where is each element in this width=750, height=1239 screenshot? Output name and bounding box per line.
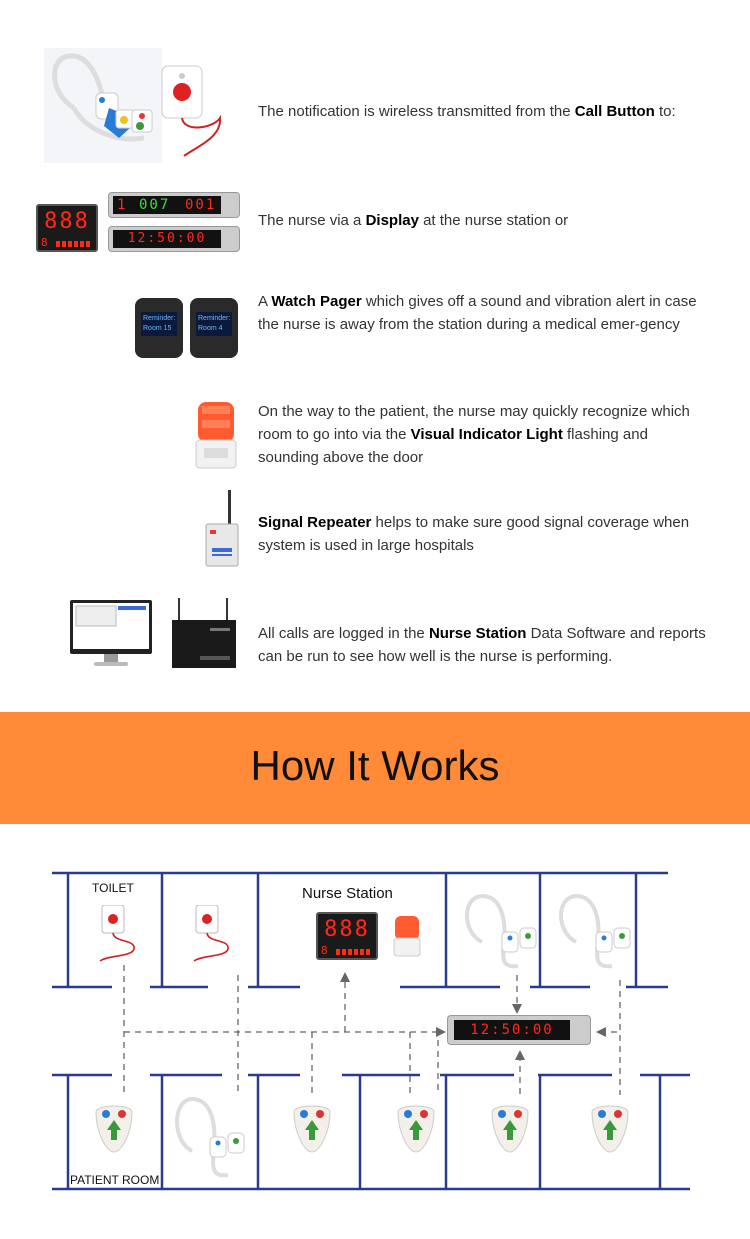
pendant-call-cord-icon-2 <box>556 892 636 972</box>
toilet-call-button-icon <box>96 905 140 963</box>
room-call-button-icon <box>190 905 234 963</box>
corridor-led-display-icon: 12:50:00 <box>447 1015 591 1045</box>
nurse-station-host-image <box>170 598 238 670</box>
how-it-works-title: How It Works <box>250 742 500 789</box>
pendant-call-cord-icon-1 <box>462 892 542 972</box>
nurse-station-label: Nurse Station <box>302 885 393 902</box>
patient-room-label: PATIENT ROOM <box>70 1173 160 1187</box>
call-button-pendant-image <box>44 48 224 163</box>
feature-text-call-button: The notification is wireless transmitted from the Call Button to: <box>258 103 676 120</box>
indicator-light-image <box>194 392 240 472</box>
led-display-panel-clock: 12:50:00 <box>108 226 240 252</box>
feature-row-indicator-light <box>0 390 750 480</box>
feature-text-display: The nurse via a Display at the nurse station or <box>258 212 569 229</box>
computer-monitor-image <box>70 600 154 670</box>
signal-repeater-image <box>204 490 240 568</box>
how-it-works-diagram <box>0 840 750 1239</box>
patient-call-button-icon-5 <box>588 1102 632 1156</box>
toilet-label: TOILET <box>92 881 134 895</box>
feature-row-nurse-station <box>0 595 750 675</box>
watch-pager-image-1: Reminder: Room 15 <box>135 298 183 358</box>
nurse-station-indicator-light-icon <box>392 912 422 960</box>
patient-call-button-icon-4 <box>488 1102 532 1156</box>
led-display-panel-top: 1 007 001 <box>108 192 240 218</box>
patient-call-button-icon-3 <box>394 1102 438 1156</box>
feature-text-signal-repeater: Signal Repeater helps to make sure good signal coverage when system is used in large hospitals <box>258 514 690 554</box>
patient-call-button-icon-2 <box>290 1102 334 1156</box>
big-display-image: 888 8 <box>36 204 98 252</box>
watch-pager-image-2: Reminder: Room 4 <box>190 298 238 358</box>
nurse-station-big-display-icon: 888 8 <box>316 912 378 960</box>
feature-text-indicator-light: On the way to the patient, the nurse may quickly recognize which room to go into via the Visual Indicator Light flashing and sounding above the door <box>258 403 690 466</box>
patient-pendant-cord-icon <box>172 1095 252 1181</box>
feature-row-watch-pager <box>0 290 750 370</box>
feature-text-nurse-station: All calls are logged in the Nurse Station Data Software and reports can be run to see how well is the nurse is performing. <box>258 625 706 665</box>
patient-call-button-icon-1 <box>92 1102 136 1156</box>
feature-row-call-button <box>0 40 750 170</box>
feature-text-watch-pager: A Watch Pager which gives off a sound and vibration alert in case the nurse is away from the station during a medical emer-gency <box>258 293 697 333</box>
how-it-works-banner <box>0 712 750 824</box>
feature-row-signal-repeater <box>0 490 750 570</box>
led-bar-indicators <box>56 241 90 247</box>
feature-row-display <box>0 180 750 270</box>
